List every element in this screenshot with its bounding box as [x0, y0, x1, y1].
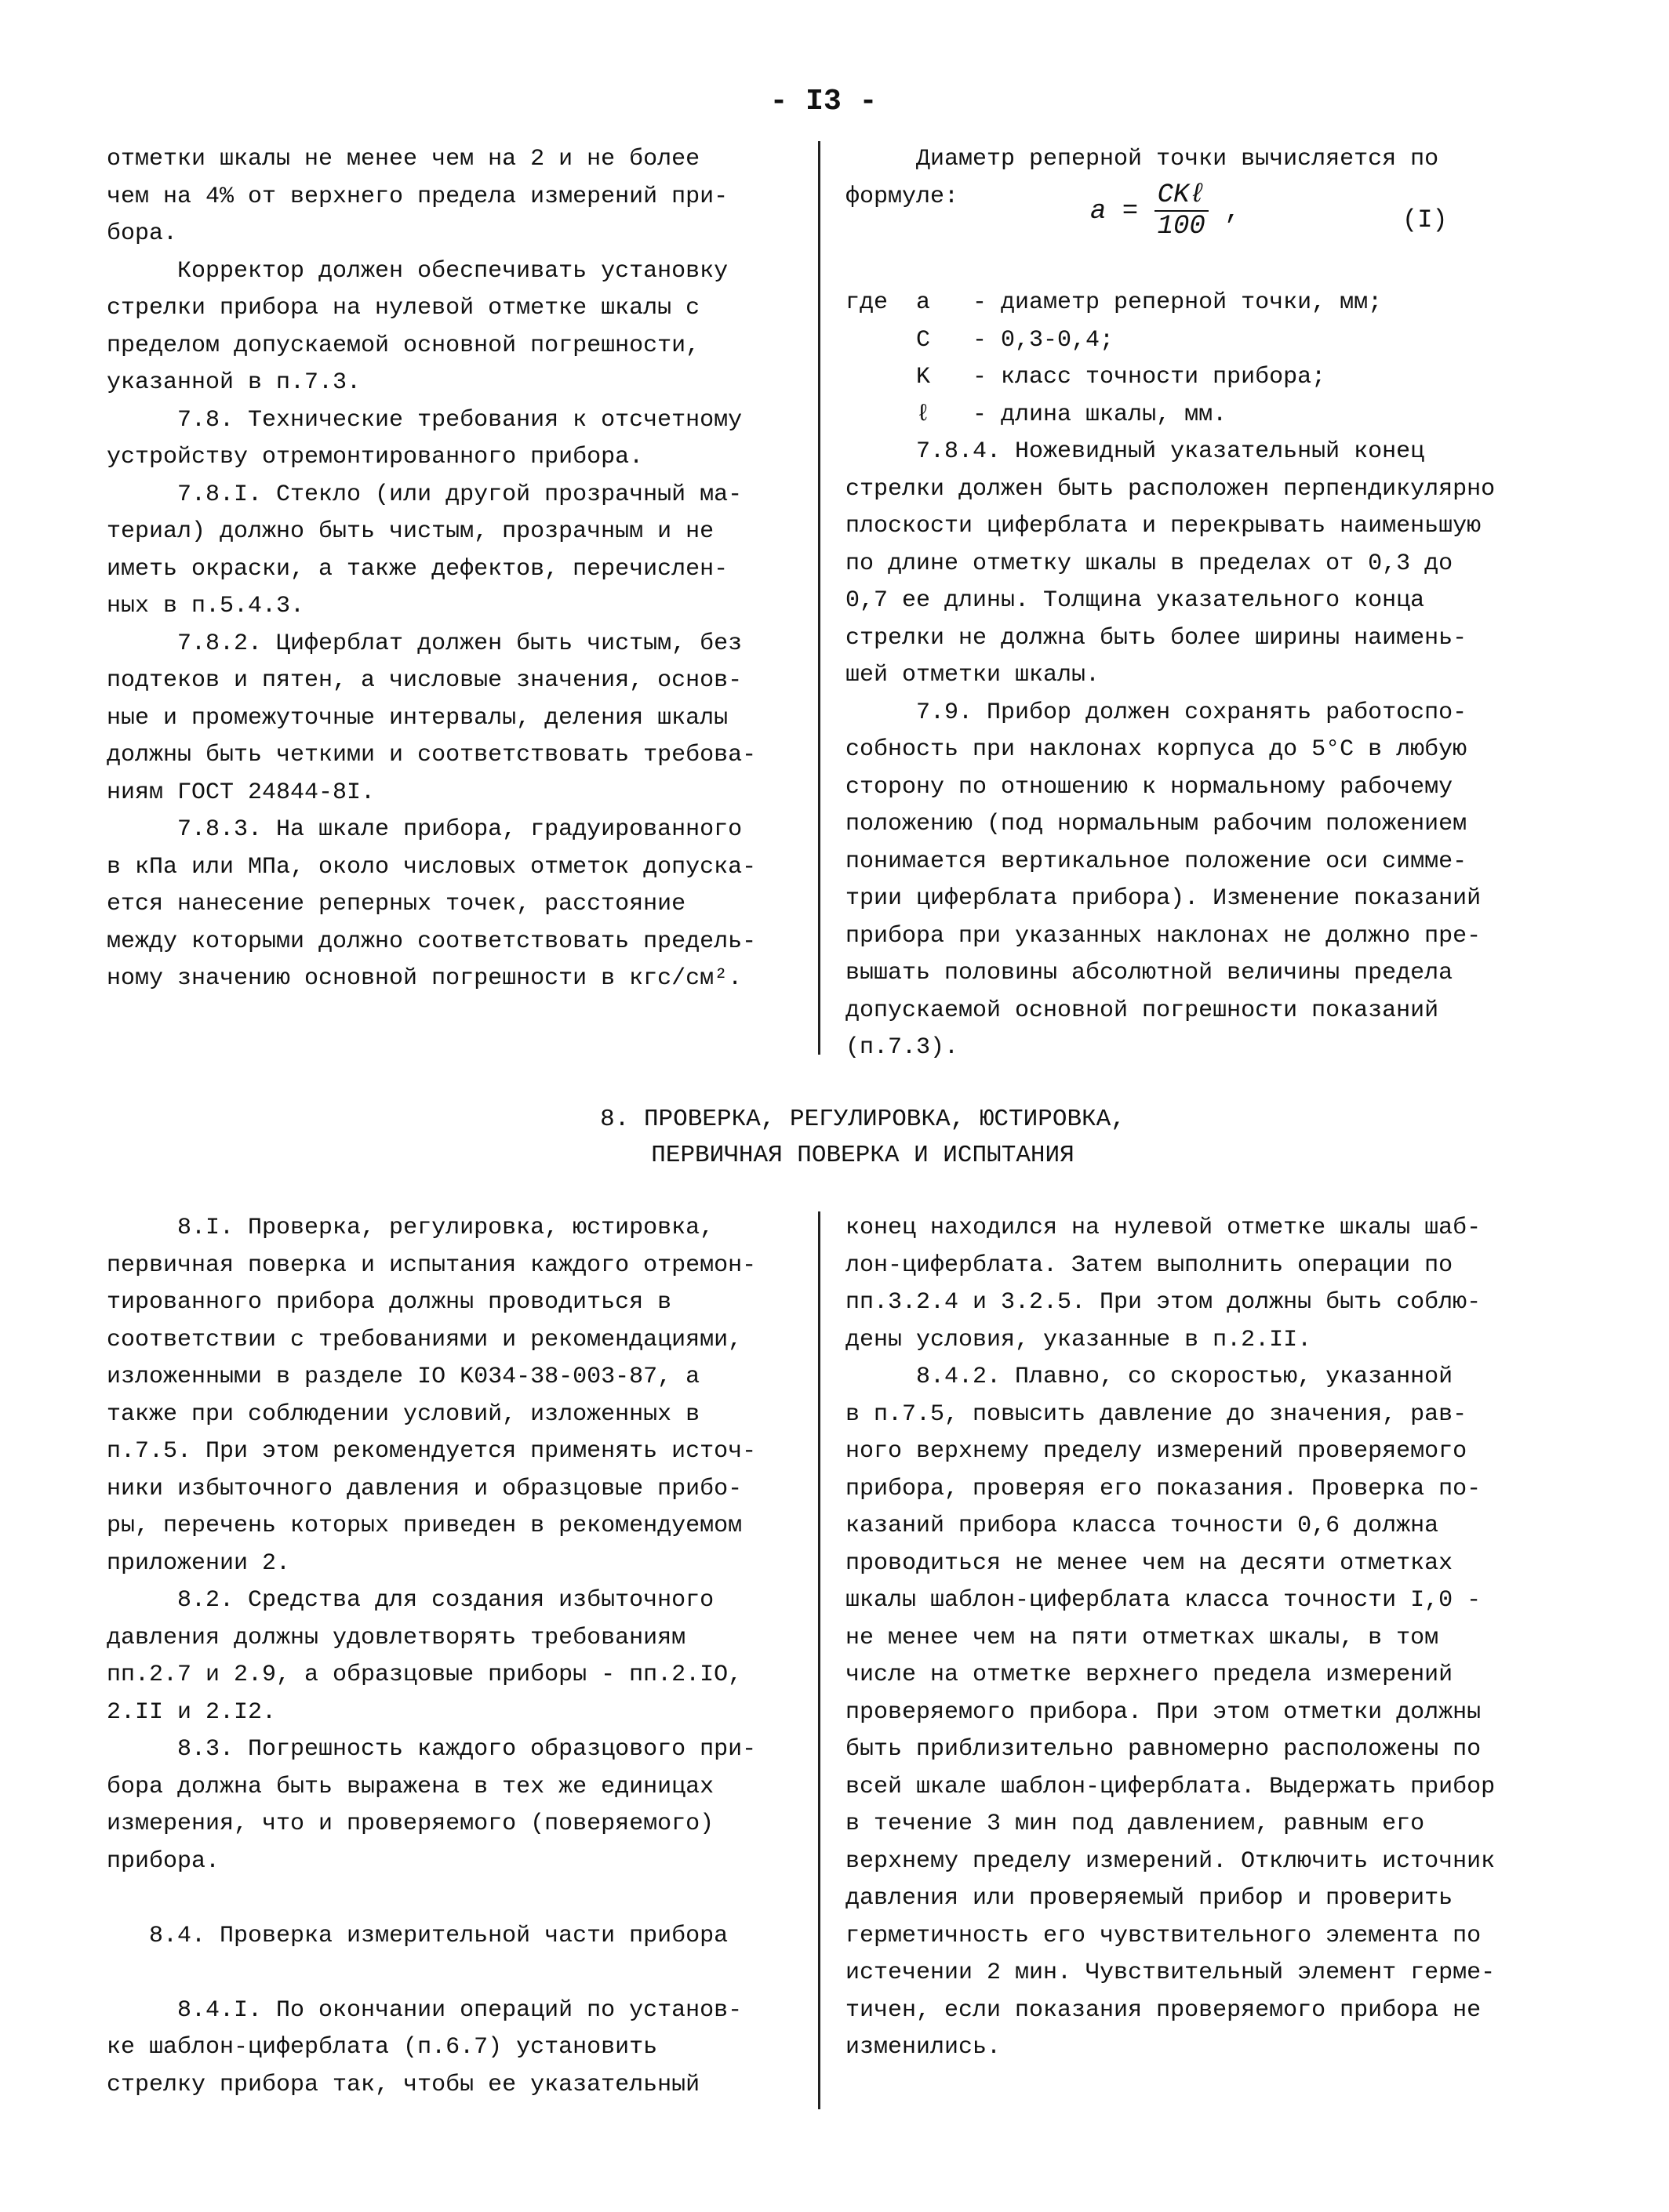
text-line: указанной в п.7.3.: [107, 369, 362, 396]
text-line: должны быть четкими и соответствовать требова-: [107, 742, 757, 768]
formula: [1090, 180, 1241, 242]
text-line: лон-циферблата. Затем выполнить операции по: [845, 1251, 1453, 1279]
text-line: ке шаблон-циферблата (п.6.7) установить: [107, 2034, 658, 2061]
text-line: бора должна быть выражена в тех же единицах: [107, 1773, 715, 1800]
text-line: шей отметки шкалы.: [845, 662, 1100, 688]
text-line: шкалы шаблон-циферблата класса точности I,0 -: [845, 1587, 1482, 1614]
text-line: стрелки должен быть расположен перпендикулярно: [845, 475, 1496, 503]
legend-row: ℓ - длина шкалы, мм.: [845, 401, 1227, 428]
legend-row: где a - диаметр реперной точки, мм;: [845, 289, 1383, 316]
text-line: ется нанесение реперных точек, расстояние: [107, 891, 686, 917]
text-line: стрелку прибора так, чтобы ее указательный: [107, 2071, 700, 2098]
left-column-top: [107, 141, 813, 998]
column-divider-top: [818, 141, 820, 1055]
text-line: в кПа или МПа, около числовых отметок допуска-: [107, 853, 757, 881]
text-line: 7.8.3. На шкале прибора, градуированного: [107, 816, 743, 843]
right-top-text: [845, 434, 1567, 1067]
legend-row: K - класс точности прибора;: [845, 364, 1326, 390]
text-line: допускаемой основной погрешности показаний: [845, 997, 1439, 1024]
right-column-bottom: [845, 1210, 1567, 2067]
text-line: пп.2.7 и 2.9, а образцовые приборы - пп.2.IO,: [107, 1662, 743, 1688]
text-line: конец находился на нулевой отметке шкалы шаб-: [845, 1215, 1482, 1241]
text-line: ного верхнему пределу измерений проверяемого: [845, 1438, 1467, 1465]
text-line: верхнему пределу измерений. Отключить источник: [845, 1847, 1496, 1875]
text-line: истечении 2 мин. Чувствительный элемент герме-: [845, 1960, 1496, 1986]
text-line: трии циферблата прибора). Изменение показаний: [845, 885, 1482, 912]
text-line: плоскости циферблата и перекрывать наименьшую: [845, 513, 1482, 539]
text-line: отметки шкалы не менее чем на 2 и не более: [107, 146, 700, 173]
text-line: иметь окраски, а также дефектов, перечислен-: [107, 555, 729, 583]
text-line: в п.7.5, повысить давление до значения, рав-: [845, 1400, 1467, 1428]
text-line: подтеков и пятен, а числовые значения, основ-: [107, 667, 743, 694]
text-line: собность при наклонах корпуса до 5°С в любую: [845, 736, 1467, 763]
text-line: 7.9. Прибор должен сохранять работоспо-: [845, 699, 1467, 726]
text-line: всей шкале шаблон-циферблата. Выдержать прибор: [845, 1773, 1496, 1800]
text-line: проверяемого прибора. При этом отметки должны: [845, 1698, 1482, 1726]
page-number: - I3 -: [769, 85, 878, 118]
text-line: герметичность его чувствительного элемента по: [845, 1922, 1482, 1949]
text-line: прибора при указанных наклонах не должно пре-: [845, 922, 1482, 950]
text-line: не менее чем на пяти отметках шкалы, в том: [845, 1624, 1439, 1651]
text-line: приложении 2.: [107, 1549, 291, 1577]
text-line: числе на отметке верхнего предела измерений: [845, 1662, 1453, 1688]
legend-row: C - 0,3-0,4;: [845, 326, 1114, 354]
text-line: [107, 1955, 813, 1992]
text-line: стрелки прибора на нулевой отметке шкалы с: [107, 295, 700, 321]
text-line: дены условия, указанные в п.2.II.: [845, 1326, 1312, 1353]
column-divider-bottom: [818, 1211, 820, 2109]
text-line: измерения, что и проверяемого (поверяемого): [107, 1811, 715, 1837]
section-title-line-1: 8. ПРОВЕРКА, РЕГУЛИРОВКА, ЮСТИРОВКА,: [600, 1106, 1125, 1133]
text-line: изложенными в разделе IO K034-38-003-87, а: [107, 1364, 700, 1390]
text-line: также при соблюдении условий, изложенных в: [107, 1400, 700, 1428]
text-line: 8.4.I. По окончании операций по установ-: [107, 1996, 743, 2024]
section-title-line-2: ПЕРВИЧНАЯ ПОВЕРКА И ИСПЫТАНИЯ: [651, 1142, 1074, 1169]
text-line: прибора, проверяя его показания. Проверка по-: [845, 1475, 1482, 1502]
text-line: бора.: [107, 220, 178, 247]
text-line: между которыми должно соответствовать предель-: [107, 928, 757, 955]
text-line: положению (под нормальным рабочим положением: [845, 811, 1467, 837]
text-line: ных в п.5.4.3.: [107, 593, 305, 619]
text-line: 7.8.I. Стекло (или другой прозрачный ма-: [107, 481, 743, 508]
text-line: 2.II и 2.I2.: [107, 1698, 277, 1726]
text-line: 8.4.2. Плавно, со скоростью, указанной: [845, 1364, 1453, 1390]
formula-lhs: a =: [1090, 196, 1139, 227]
text-line: ниям ГОСТ 24844-8I.: [107, 779, 376, 806]
text-line: проводиться не менее чем на десяти отметках: [845, 1549, 1453, 1577]
text-line: пределом допускаемой основной погрешности,: [107, 332, 700, 359]
left-column-bottom: [107, 1210, 813, 2104]
right-column-top: [845, 141, 1567, 1067]
text-line: ные и промежуточные интервалы, деления шкалы: [107, 704, 729, 732]
text-line: первичная поверка и испытания каждого отремон-: [107, 1251, 757, 1279]
formula-comma: ,: [1224, 196, 1241, 227]
text-line: 8.3. Погрешность каждого образцового при-: [107, 1736, 757, 1763]
text-line: ному значению основной погрешности в кгс/см².: [107, 965, 743, 992]
text-line: прибора.: [107, 1847, 220, 1875]
formula-number: (I): [1402, 205, 1448, 234]
text-line: стрелки не должна быть более ширины наимень-: [845, 624, 1467, 652]
text-line: 7.8. Технические требования к отсчетному: [107, 406, 743, 434]
text-line: быть приблизительно равномерно расположены по: [845, 1736, 1482, 1763]
text-line: 8.4. Проверка измерительной части прибора: [107, 1922, 729, 1949]
formula-denominator: 100: [1157, 212, 1205, 242]
text-line: давления должны удовлетворять требованиям: [107, 1624, 686, 1651]
formula-legend: [845, 285, 1567, 434]
text-line: изменились.: [845, 2034, 1002, 2061]
text-line: 8.I. Проверка, регулировка, юстировка,: [107, 1215, 715, 1241]
text-line: 8.2. Средства для создания избыточного: [107, 1587, 715, 1614]
text-line: вышать половины абсолютной величины предела: [845, 960, 1453, 986]
text-line: 7.8.4. Ножевидный указательный конец: [845, 438, 1425, 465]
text-line: формуле:: [845, 183, 959, 210]
formula-numerator: CKℓ: [1154, 180, 1209, 212]
text-line: ники избыточного давления и образцовые прибо-: [107, 1475, 743, 1502]
text-line: териал) должно быть чистым, прозрачным и не: [107, 518, 715, 545]
text-line: устройству отремонтированного прибора.: [107, 444, 644, 470]
text-line: понимается вертикальное положение оси симме-: [845, 848, 1467, 875]
text-line: сторону по отношению к нормальному рабочему: [845, 773, 1453, 801]
text-line: 0,7 ее длины. Толщина указательного конца: [845, 587, 1425, 614]
text-line: Корректор должен обеспечивать установку: [107, 257, 729, 285]
text-line: в течение 3 мин под давлением, равным его: [845, 1811, 1425, 1837]
text-line: Диаметр реперной точки вычисляется по: [845, 146, 1439, 173]
text-line: пп.3.2.4 и 3.2.5. При этом должны быть соблю-: [845, 1289, 1482, 1316]
text-line: (п.7.3).: [845, 1034, 959, 1061]
text-line: чем на 4% от верхнего предела измерений при-: [107, 183, 729, 210]
text-line: давления или проверяемый прибор и проверить: [845, 1885, 1453, 1912]
text-line: тичен, если показания проверяемого прибора не: [845, 1996, 1482, 2024]
text-line: тированного прибора должны проводиться в: [107, 1289, 672, 1316]
text-line: соответствии с требованиями и рекомендациями,: [107, 1326, 743, 1353]
formula-fraction: [1154, 180, 1209, 242]
text-line: по длине отметку шкалы в пределах от 0,3 до: [845, 550, 1453, 577]
text-line: 7.8.2. Циферблат должен быть чистым, без: [107, 630, 743, 657]
text-line: п.7.5. При этом рекомендуется применять источ-: [107, 1438, 757, 1465]
text-line: ры, перечень которых приведен в рекомендуемом: [107, 1513, 743, 1539]
section-title: [392, 1102, 1333, 1174]
text-line: казаний прибора класса точности 0,6 должна: [845, 1513, 1439, 1539]
text-line: [107, 1880, 813, 1918]
